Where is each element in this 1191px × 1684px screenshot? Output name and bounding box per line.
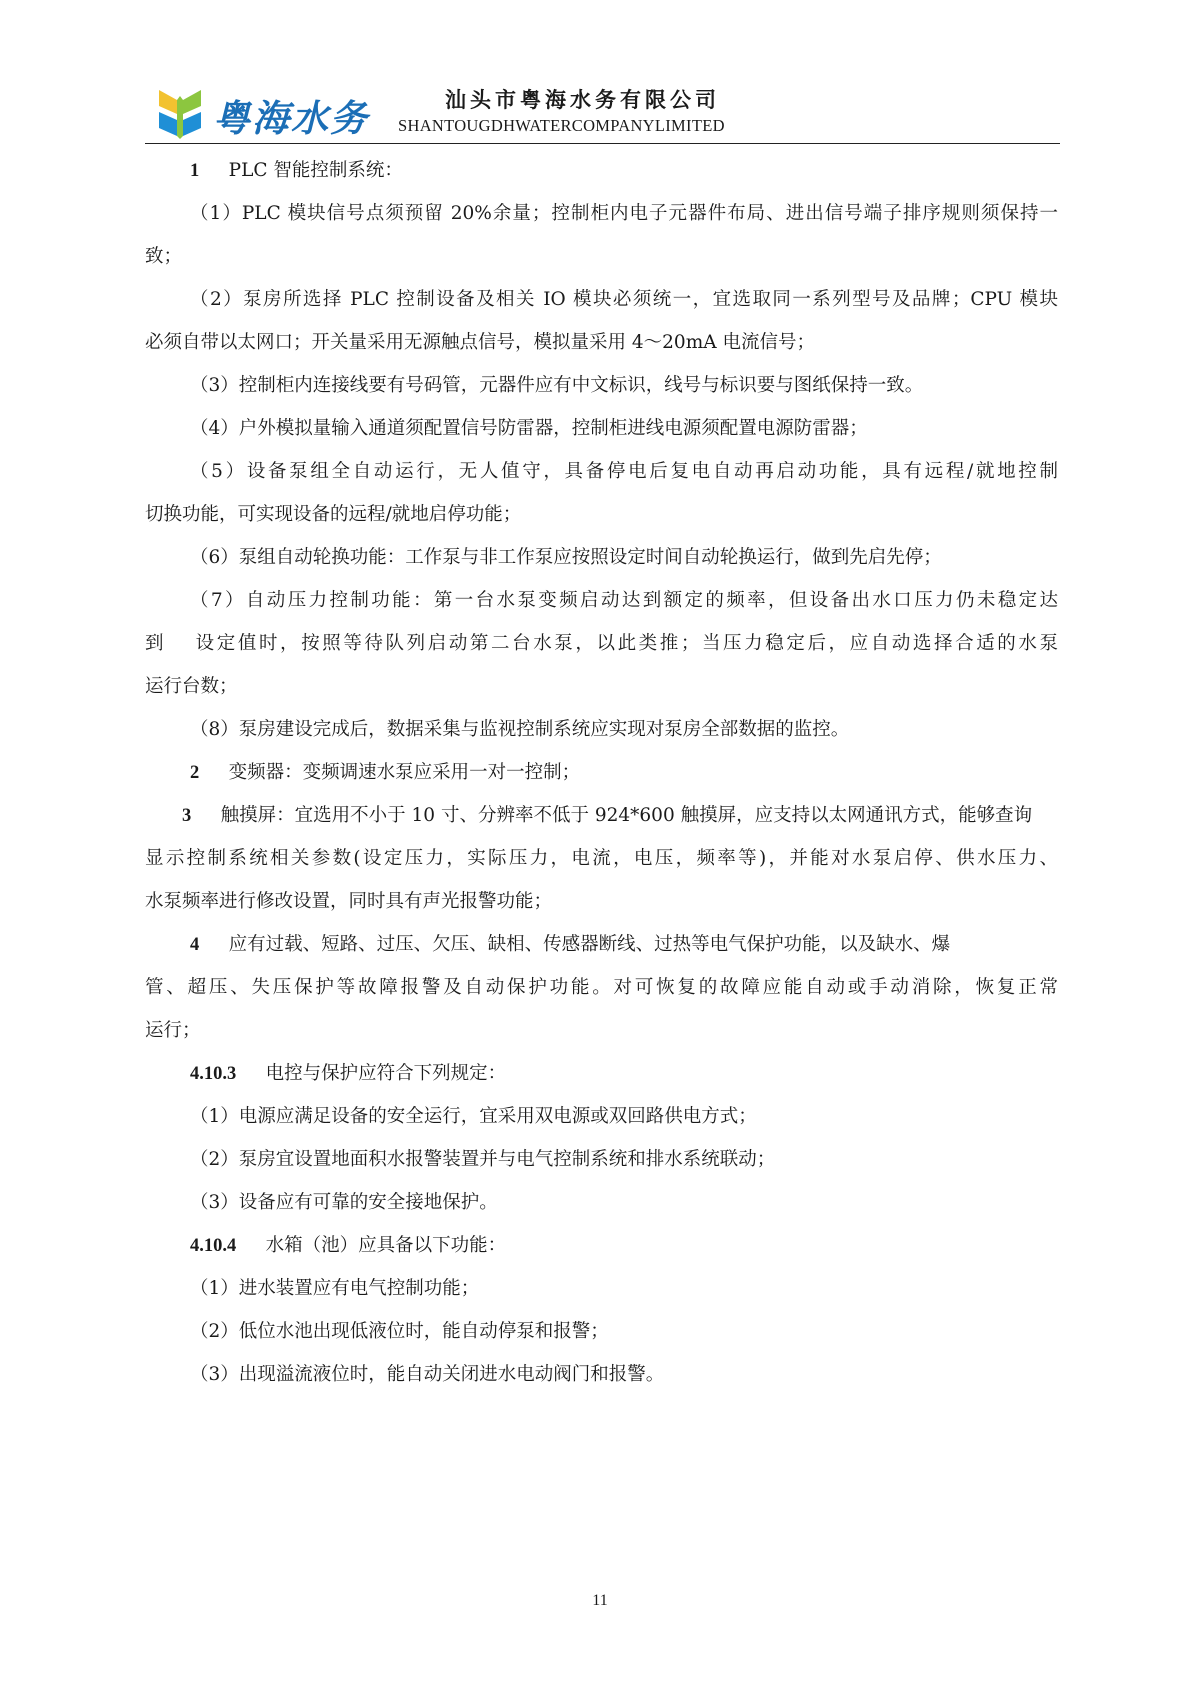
- company-name-en: SHANTOUGDHWATERCOMPANYLIMITED: [398, 116, 725, 135]
- page-number: 11: [592, 1592, 608, 1609]
- page-header: [145, 80, 1060, 144]
- clause-number: 4.10.3: [190, 1064, 237, 1084]
- section-1-heading: [190, 159, 403, 183]
- paragraph-line: （8）泵房建设完成后，数据采集与监视控制系统应实现对泵房全部数据的监控。: [190, 719, 850, 740]
- paragraph-line: （1）PLC 模块信号点须预留 20%余量；控制柜内电子元器件布局、进出信号端子排序规则须保持一: [190, 203, 1058, 224]
- paragraph-line: （2）泵房宜设置地面积水报警装置并与电气控制系统和排水系统联动；: [190, 1149, 776, 1170]
- paragraph-line: （1）进水装置应有电气控制功能；: [190, 1278, 480, 1299]
- clause-4-10-4-heading: [190, 1234, 506, 1258]
- paragraph-line: （1）电源应满足设备的安全运行，宜采用双电源或双回路供电方式；: [190, 1106, 757, 1127]
- clause-4-10-3-heading: [190, 1062, 506, 1086]
- paragraph-line: 运行台数；: [145, 676, 238, 697]
- paragraph-line: （3）控制柜内连接线要有号码管，元器件应有中文标识，线号与标识要与图纸保持一致。: [190, 375, 924, 396]
- clause-number: 4.10.4: [190, 1236, 237, 1256]
- header-divider: [145, 143, 1060, 144]
- company-logo-icon: [155, 84, 205, 140]
- paragraph-line: （2）泵房所选择 PLC 控制设备及相关 IO 模块必须统一，宜选取同一系列型号及品牌；CPU 模块: [190, 289, 1058, 310]
- section-text: 变频器：变频调速水泵应采用一对一控制；: [228, 762, 581, 783]
- paragraph-line: （3）设备应有可靠的安全接地保护。: [190, 1192, 498, 1213]
- section-number: 4: [190, 935, 200, 955]
- clause-title: 电控与保护应符合下列规定：: [265, 1063, 507, 1084]
- paragraph-line: （3）出现溢流液位时，能自动关闭进水电动阀门和报警。: [190, 1364, 665, 1385]
- paragraph-line: 必须自带以太网口；开关量采用无源触点信号，模拟量采用 4～20mA 电流信号；: [145, 332, 815, 353]
- section-2-line: [190, 761, 580, 785]
- paragraph-line: （7）自动压力控制功能：第一台水泵变频启动达到额定的频率，但设备出水口压力仍未稳定达: [190, 590, 1058, 611]
- section-number: 3: [182, 806, 192, 826]
- paragraph-line: 切换功能，可实现设备的远程/就地启停功能；: [145, 504, 522, 525]
- section-number: 1: [190, 161, 200, 181]
- section-number: 2: [190, 763, 200, 783]
- paragraph-line: 显示控制系统相关参数(设定压力，实际压力，电流，电压，频率等)，并能对水泵启停、供水压力、: [145, 848, 1058, 869]
- paragraph-line: （5）设备泵组全自动运行，无人值守，具备停电后复电自动再启动功能，具有远程/就地控制: [190, 461, 1058, 482]
- company-name-cn: 汕头市粤海水务有限公司: [445, 88, 720, 112]
- paragraph-line: （6）泵组自动轮换功能：工作泵与非工作泵应按照设定时间自动轮换运行，做到先启先停；: [190, 547, 942, 568]
- section-text: 触摸屏：宜选用不小于 10 寸、分辨率不低于 924*600 触摸屏，应支持以太网通讯方式，能够查询: [220, 805, 1033, 826]
- paragraph-line: 运行；: [145, 1020, 201, 1041]
- paragraph-line: 到 设定值时，按照等待队列启动第二台水泵，以此类推；当压力稳定后，应自动选择合适的水泵: [145, 633, 1058, 654]
- section-3-line: [182, 804, 1058, 828]
- paragraph-line: 水泵频率进行修改设置，同时具有声光报警功能；: [145, 891, 553, 912]
- section-4-line: [190, 933, 1058, 957]
- paragraph-line: 管、超压、失压保护等故障报警及自动保护功能。对可恢复的故障应能自动或手动消除，恢复正常: [145, 977, 1058, 998]
- clause-title: 水箱（池）应具备以下功能：: [265, 1235, 507, 1256]
- logo-wordmark: 粤海水务: [213, 97, 369, 140]
- section-title: PLC 智能控制系统：: [228, 160, 403, 181]
- paragraph-line: （4）户外模拟量输入通道须配置信号防雷器，控制柜进线电源须配置电源防雷器；: [190, 418, 868, 439]
- paragraph-line: （2）低位水池出现低液位时，能自动停泵和报警；: [190, 1321, 609, 1342]
- paragraph-line: 致；: [145, 246, 183, 267]
- section-text: 应有过载、短路、过压、欠压、缺相、传感器断线、过热等电气保护功能，以及缺水、爆: [228, 934, 951, 955]
